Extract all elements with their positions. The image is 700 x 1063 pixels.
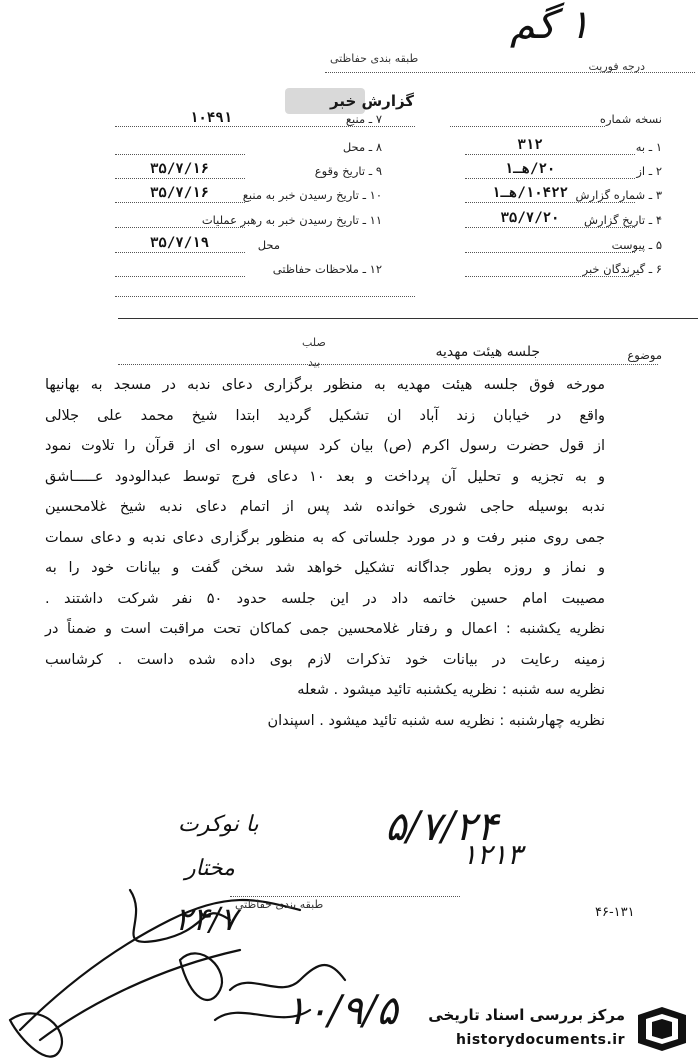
body-line: مصیبت امام حسین خاتمه داد در این جلسه حدود ۵۰ نفر شرکت داشتند . — [45, 590, 605, 607]
brand-website: historydocuments.ir — [456, 1032, 625, 1048]
section-divider — [118, 318, 698, 319]
body-line: و نماز و روزه بطور جداگانه تشکیل خواهد شد سخن گفت و بیانات خود را به — [45, 560, 605, 576]
field-value: ۳۱۲ — [517, 137, 543, 153]
classification-bottom: طبقه بندی حفاظتی — [235, 898, 324, 911]
body-line: نظریه سه شنبه : نظریه یکشنبه تائید میشود . شعله — [297, 682, 605, 698]
field-label: ۶ ـ گیرندگان خبر — [582, 262, 662, 276]
field-value: ۳۵/۷/۲۰ — [500, 210, 560, 226]
body-line: زمینه رعایت در بیانات خود تذکرات لازم بوی داده شده داست . کرشاسب — [45, 651, 605, 668]
field-dots — [115, 276, 245, 277]
field-dots — [465, 178, 635, 179]
field-label: ۲ ـ از — [636, 164, 662, 178]
subject-side-note-1: صلب — [302, 336, 326, 349]
body-line: ندبه بوسیله حاجی شوری خوانده شد پس از اتمام دعای ندبه شیخ غلامحسین — [45, 499, 605, 515]
field-label: محل — [257, 238, 280, 252]
field-label: ۴ ـ تاریخ گزارش — [583, 213, 662, 227]
body-line: نظریه چهارشنبه : نظریه سه شنبه تائید میشود . اسپندان — [267, 712, 605, 729]
field-dots — [115, 252, 245, 253]
handwritten-date-bottom: ۱۰/۹/۵ — [285, 988, 398, 1034]
notes-dots — [115, 296, 415, 297]
field-label: ۱۲ ـ ملاحظات حفاظتی — [272, 262, 382, 276]
brand-logo-icon — [632, 1003, 692, 1055]
field-dots — [115, 154, 245, 155]
body-line: نظریه یکشنبه : اعمال و رفتار غلامحسین جمی کماکان تحت مراقبت است و ضمناً در — [45, 621, 605, 637]
signature-scribble — [0, 880, 420, 1060]
classification-top: طبقه بندی حفاظتی — [330, 52, 419, 65]
field-label: ۵ ـ پیوست — [611, 238, 662, 252]
subject-label: موضوع — [627, 348, 662, 362]
field-dots — [465, 202, 635, 203]
body-line: واقع در خیابان زند آباد ان تشکیل گردید ابتدا شیخ محمد علی جلالی — [45, 407, 605, 424]
subject-side-note-2: بید — [308, 356, 321, 369]
field-label: ۷ ـ منبع — [345, 112, 382, 126]
handwritten-mark: ۱ گم — [510, 2, 590, 48]
copy-no-dots — [450, 126, 605, 127]
field-value: ۱۰۴۲۲/هـ۱ — [492, 185, 568, 201]
field-value: ۲۰/هـ۱ — [504, 161, 556, 177]
priority-label: درجه فوریت — [588, 60, 645, 73]
copy-no-label: نسخه شماره — [599, 112, 662, 126]
field-label: ۱۱ ـ تاریخ رسیدن خبر به رهبر عملیات — [201, 213, 382, 227]
handwritten-note-left: با نوکرت — [178, 812, 259, 837]
subject-text: جلسه هیئت مهدیه — [435, 344, 540, 360]
field-dots — [465, 227, 635, 228]
field-dots — [465, 252, 635, 253]
body-line: از قول حضرت رسول اکرم (ص) بیان کرد سپس سوره ای از قرآن را تلاوت نمود — [45, 438, 605, 454]
handwritten-date-right: ۵/۷/۲۴ — [385, 804, 498, 850]
footer-rule — [230, 896, 460, 897]
field-label: ۹ ـ تاریخ وقوع — [314, 164, 382, 178]
handwritten-initials: ۱۲۱۳ — [462, 838, 523, 871]
field-dots — [115, 202, 245, 203]
form-title: گزارش خبر — [330, 92, 415, 110]
header-rule — [325, 72, 695, 73]
subject-dots — [118, 364, 658, 365]
field-value: ۳۵/۷/۱۶ — [150, 185, 210, 201]
body-line: و به تجزیه و تحلیل آن پرداخت و بعد ۱۰ دعای فرج توسط عبدالودود عـــــاشق — [45, 468, 605, 485]
field-dots — [465, 276, 635, 277]
field-label: ۱۰ ـ تاریخ رسیدن خبر به منبع — [242, 188, 382, 202]
source-dots — [115, 126, 415, 127]
handwritten-note-lower: ۲۴/۷ — [175, 900, 238, 938]
field-value: ۳۵/۷/۱۶ — [150, 161, 210, 177]
field-label: ۳ ـ شماره گزارش — [575, 188, 662, 202]
field-label: ۸ ـ محل — [342, 140, 382, 154]
field-label: ۱ ـ به — [635, 140, 662, 154]
field-dots — [115, 178, 245, 179]
field-dots — [115, 227, 245, 228]
body-line: مورخه فوق جلسه هیئت مهدیه به منظور برگزاری دعای ندبه در مسجد به بهانیها — [45, 377, 605, 393]
form-code: ۴۶-۱۳۱ — [595, 905, 635, 920]
body-line: جمی روی منبر رفت و در مورد جلساتی که به منظور برگزاری دعای ندبه و دعای سمات — [45, 529, 605, 546]
brand-name: مرکز بررسی اسناد تاریخی — [428, 1006, 625, 1024]
handwritten-signature-mid: مختار — [185, 856, 235, 881]
copy-no-value: ۱۰۴۹۱ — [190, 110, 233, 126]
field-value: ۳۵/۷/۱۹ — [150, 235, 210, 251]
field-dots — [465, 154, 635, 155]
